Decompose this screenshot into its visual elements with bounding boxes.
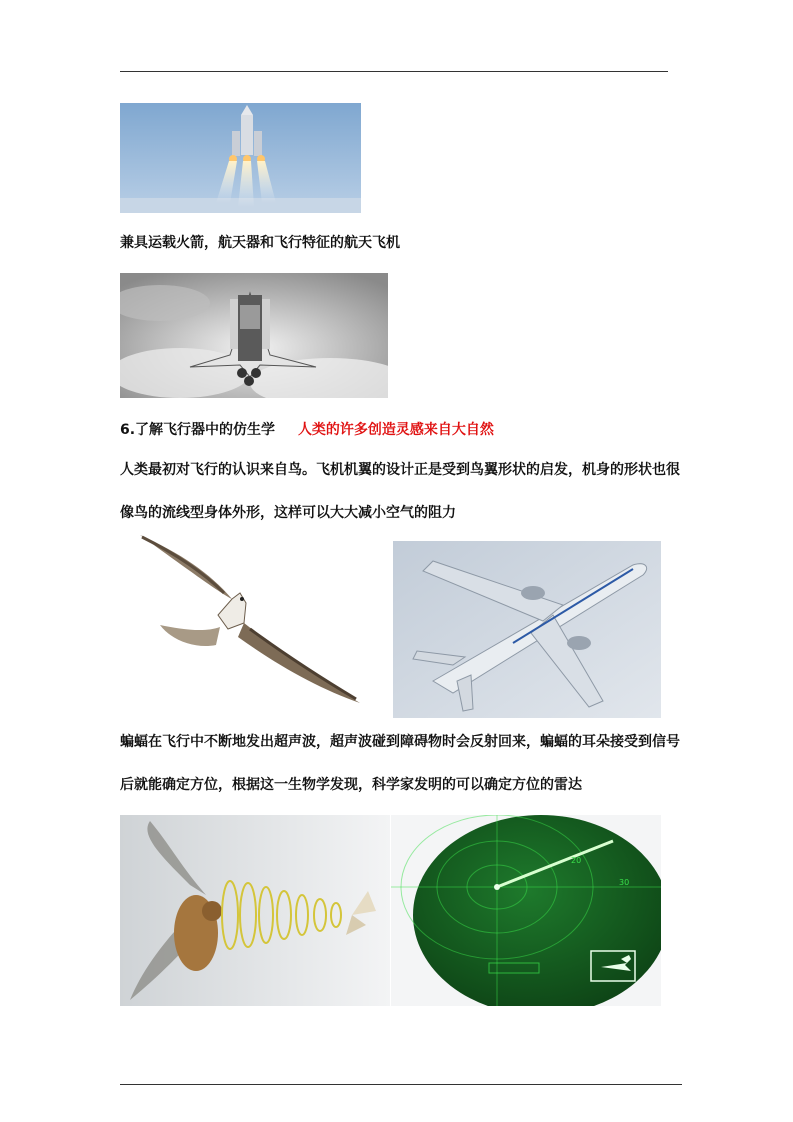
eagle-image	[120, 533, 362, 710]
bat-echolocation-image	[120, 815, 390, 1006]
radar-image	[391, 815, 661, 1006]
shuttle-caption: 兼具运载火箭，航天器和飞行特征的航天飞机	[120, 235, 400, 251]
shuttle-launch-image	[120, 103, 361, 213]
radar-range-label-30: 30	[619, 878, 630, 887]
bird-paragraph-line-1: 人类最初对飞行的认识来自鸟。飞机机翼的设计正是受到鸟翼形状的启发，机身的形状也很	[120, 462, 680, 478]
bat-paragraph-line-1: 蝙蝠在飞行中不断地发出超声波，超声波碰到障碍物时会反射回来，蝙蝠的耳朵接受到信号	[120, 734, 680, 750]
footer-rule	[120, 1084, 682, 1085]
bird-paragraph-line-2: 像鸟的流线型身体外形，这样可以大大减小空气的阻力	[120, 505, 456, 521]
header-rule	[120, 71, 668, 72]
section-highlight: 人类的许多创造灵感来自大自然	[297, 422, 494, 438]
airplane-image	[393, 541, 661, 718]
shuttle-clouds-image	[120, 273, 388, 398]
radar-range-label-20: 20	[571, 856, 582, 865]
section-heading	[120, 421, 494, 439]
bat-paragraph-line-2: 后就能确定方位，根据这一生物学发现，科学家发明的可以确定方位的雷达	[120, 777, 582, 793]
section-title: 6.了解飞行器中的仿生学	[120, 422, 276, 438]
